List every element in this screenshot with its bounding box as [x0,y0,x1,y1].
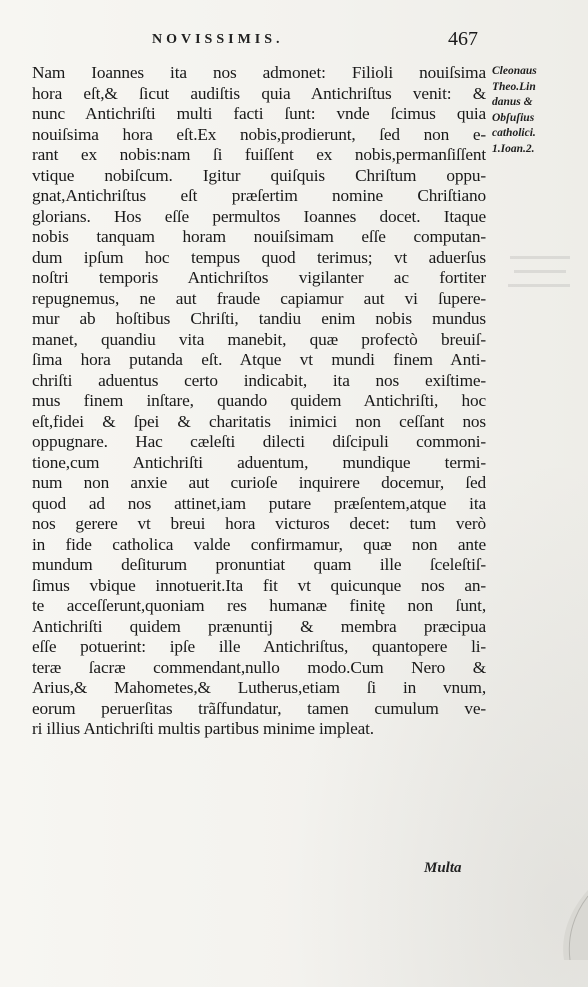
text-line: glorians. Hos eſſe permultos Ioannes docet. Itaque [32,206,486,226]
text-line: hora eſt,& ſicut audiſtis quia Antichriſtus venit: & [32,83,486,103]
text-line: teræ ſacræ commendant,nullo modo.Cum Nero & [32,657,486,677]
text-line: ſimus vbique innotuerit.Ita fit vt quicunque nos an- [32,575,486,595]
text-line: dum ipſum hoc tempus quod terimus; vt aduerſus [32,247,486,267]
main-text-block [32,63,486,740]
text-line: nos gerere vt breui hora victuros decet: tum verò [32,514,486,533]
text-line: eſſe potuerint: ipſe ille Antichriſtus, quantopere li- [32,637,486,656]
text-line: ri illius Antichriſti multis partibus minime impleat. [32,719,374,738]
text-line: mur ab hoſtibus Chriſti, tandiu enim nobis mundus [32,309,486,328]
running-title: NOVISSIMIS. [152,32,284,47]
text-line: gnat,Antichriſtus eſt præſertim nomine Chriſtiano [32,186,486,205]
margin-note: Cleonaus [492,65,537,77]
page-number: 467 [448,28,478,50]
catchword: Multa [424,860,462,876]
text-line: nobis tanquam horam nouiſsimam eſſe computan- [32,227,486,246]
margin-note: danus & [492,96,533,108]
text-line: repugnemus, ne aut fraude capiamur aut vi ſupere- [32,288,486,308]
margin-note: 1.Ioan.2. [492,142,535,155]
text-line: Antichriſti quidem prænuntij & membra præcipua [32,616,486,636]
margin-note: Theo.Lin [492,80,536,93]
page-curl-shadow [540,890,588,960]
margin-note: Obſuſius [492,111,535,124]
text-line: oppugnare. Hac cæleſti dilecti diſcipuli commoni- [32,432,486,451]
margin-notes [492,64,584,157]
text-line: tione,cum Antichriſti aduentum, mundique termi- [32,452,486,472]
text-line: ſima hora putanda eſt. Atque vt mundi finem Anti- [32,350,486,369]
text-line: Arius,& Mahometes,& Lutherus,etiam ſi in vnum, [32,678,486,697]
text-line: mus finem inſtare, quando quidem Antichriſti, hoc [32,391,486,410]
page-header [0,28,588,54]
text-line: num non anxie aut curioſe inquirere docemur, ſed [32,473,486,492]
text-line: nunc Antichriſti multi facti ſunt: vnde ſcimus quia [32,104,486,123]
text-line: in fide catholica valde confirmamur, quæ non ante [32,534,486,554]
margin-note: catholici. [492,127,536,139]
text-line: te acceſſerunt,quoniam res humanæ finitę non ſunt, [32,596,486,615]
text-line: noſtri temporis Antichriſtos vigilanter ac fortiter [32,268,486,287]
text-line: chriſti aduentus certo indicabit, ita nos exiſtime- [32,370,486,390]
text-line: eorum peruerſitas trãſfundatur, tamen cumulum ve- [32,698,486,718]
text-line: Nam Ioannes ita nos admonet: Filioli nouiſsima [32,63,486,82]
text-line: eſt,fidei & ſpei & charitatis inimici non ceſſant nos [32,411,486,431]
text-line: manet, quandiu vita manebit, quæ profectò breuiſ- [32,329,486,349]
text-line: nouiſsima hora eſt.Ex nobis,prodierunt, ſed non e- [32,124,486,144]
text-line: quod ad nos attinet,iam putare præſentem,atque ita [32,493,486,513]
show-through-shadow [500,250,580,310]
text-line: vtique nobiſcum. Igitur quiſquis Chriſtum oppu- [32,165,486,185]
text-line: mundum deſiturum pronuntiat quam ille ſceleſtiſ- [32,555,486,574]
text-line: rant ex nobis:nam ſi fuiſſent ex nobis,permanſiſſent [32,145,486,164]
